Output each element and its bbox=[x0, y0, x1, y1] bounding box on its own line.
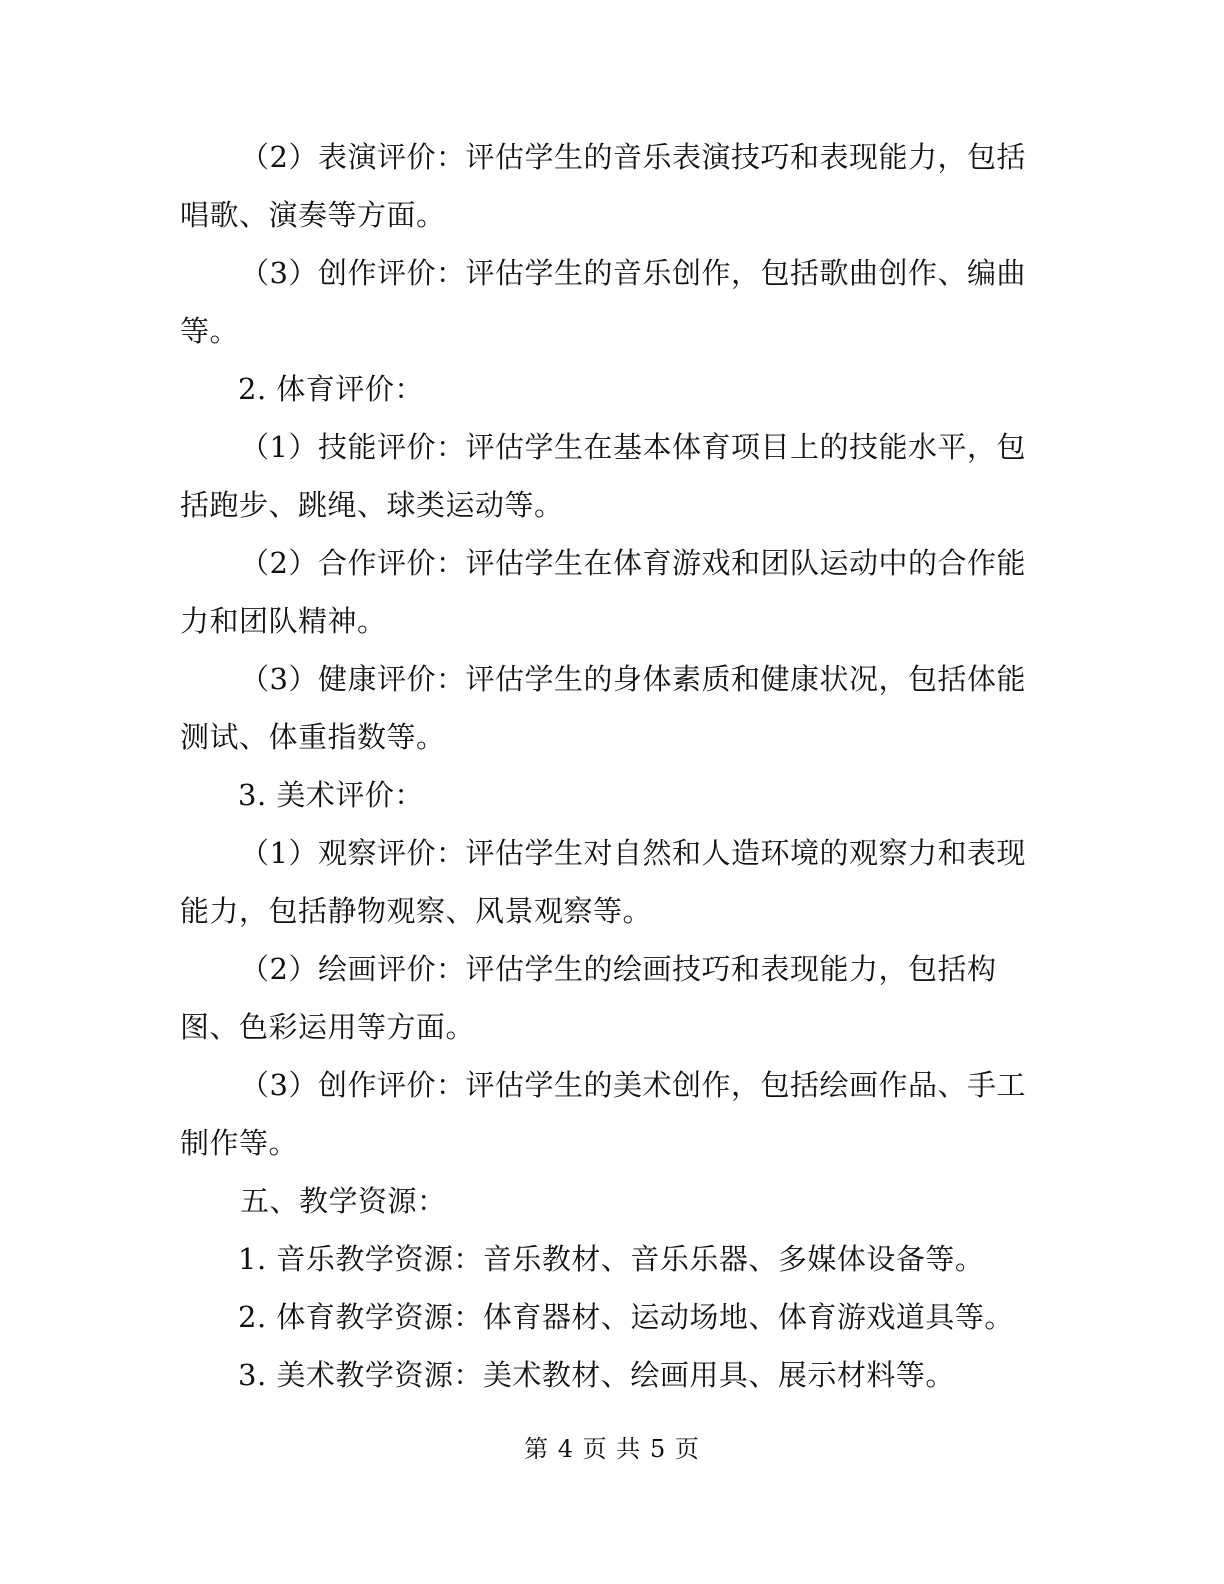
paragraph-sports-cooperation-evaluation: （2）合作评价：评估学生在体育游戏和团队运动中的合作能力和团队精神。 bbox=[180, 546, 1026, 638]
heading-sports-evaluation: 2. 体育评价： bbox=[238, 372, 424, 406]
paragraph-art-observation-evaluation: （1）观察评价：评估学生对自然和人造环境的观察力和表现能力，包括静物观察、风景观察等。 bbox=[180, 836, 1026, 928]
list-item-art-resources: 3. 美术教学资源：美术教材、绘画用具、展示材料等。 bbox=[238, 1358, 955, 1392]
heading-art-evaluation: 3. 美术评价： bbox=[238, 778, 424, 812]
paragraph-sports-health-evaluation: （3）健康评价：评估学生的身体素质和健康状况，包括体能测试、体重指数等。 bbox=[180, 662, 1026, 754]
list-item-sports-resources: 2. 体育教学资源：体育器材、运动场地、体育游戏道具等。 bbox=[238, 1300, 1014, 1334]
paragraph-music-creation-evaluation: （3）创作评价：评估学生的音乐创作，包括歌曲创作、编曲等。 bbox=[180, 256, 1026, 348]
list-item-music-resources: 1. 音乐教学资源：音乐教材、音乐乐器、多媒体设备等。 bbox=[238, 1242, 985, 1276]
paragraph-art-creation-evaluation: （3）创作评价：评估学生的美术创作，包括绘画作品、手工制作等。 bbox=[180, 1068, 1026, 1160]
heading-teaching-resources: 五、教学资源： bbox=[240, 1184, 447, 1218]
paragraph-sports-skill-evaluation: （1）技能评价：评估学生在基本体育项目上的技能水平，包括跑步、跳绳、球类运动等。 bbox=[180, 430, 1026, 522]
document-body bbox=[180, 128, 1030, 1404]
page-number-footer: 第 4 页 共 5 页 bbox=[524, 1435, 700, 1463]
paragraph-art-drawing-evaluation: （2）绘画评价：评估学生的绘画技巧和表现能力，包括构图、色彩运用等方面。 bbox=[180, 952, 997, 1044]
paragraph-music-performance-evaluation: （2）表演评价：评估学生的音乐表演技巧和表现能力，包括唱歌、演奏等方面。 bbox=[180, 140, 1026, 232]
